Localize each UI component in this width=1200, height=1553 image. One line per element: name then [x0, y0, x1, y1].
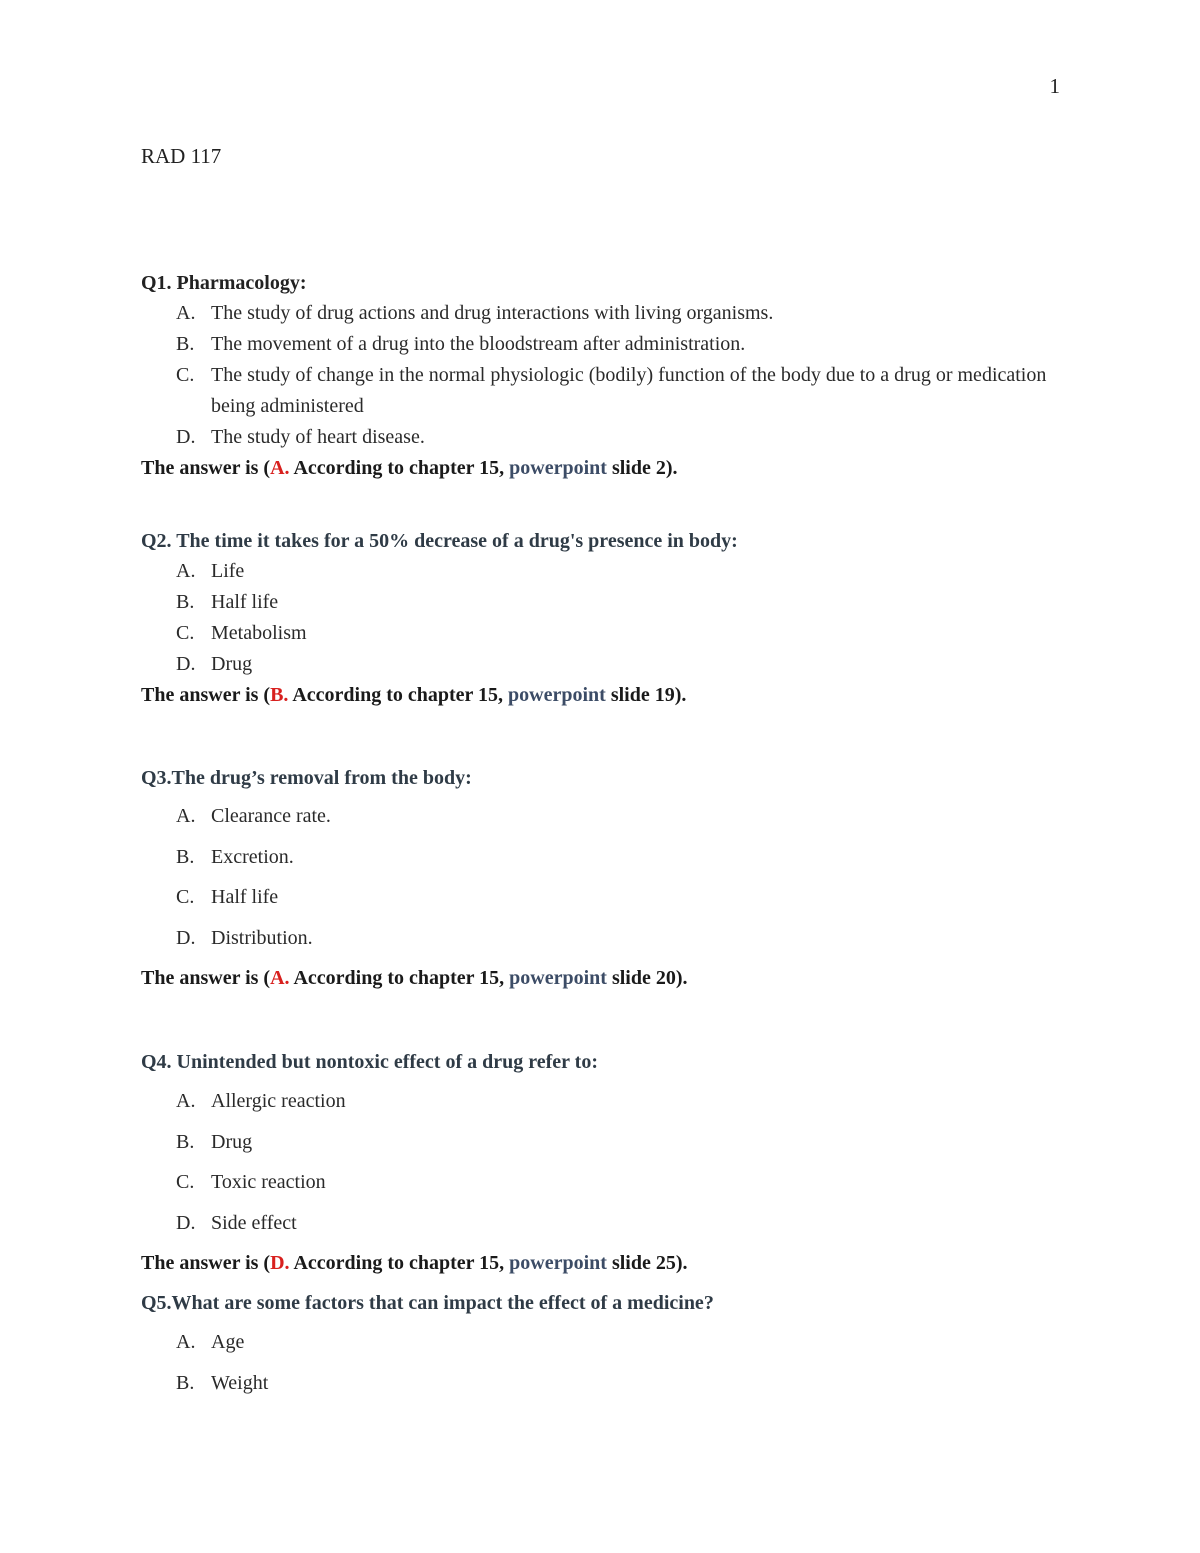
option-text: Toxic reaction [211, 1171, 326, 1193]
answer-line [141, 1248, 1071, 1278]
option-letter: A. [176, 560, 196, 582]
option-text: Allergic reaction [211, 1090, 346, 1112]
answer-prefix: The answer is ( [141, 684, 271, 706]
question-heading: Q2. The time it takes for a 50% decrease of a drug's presence in body: [141, 530, 738, 552]
option-text: Age [211, 1331, 245, 1353]
option-letter: B. [176, 333, 195, 355]
option-a [141, 556, 1071, 587]
option-a [141, 1086, 1071, 1117]
question-4 [141, 1047, 1071, 1408]
answer-powerpoint: powerpoint [509, 967, 607, 989]
option-c [141, 1167, 1071, 1198]
answer-suffix: slide 2). [606, 457, 678, 479]
option-letter: C. [176, 886, 195, 908]
answer-powerpoint: powerpoint [509, 457, 607, 479]
answer-middle: According to chapter 15, [289, 967, 510, 989]
answer-letter: D. [270, 1252, 290, 1274]
option-d [141, 649, 1071, 680]
option-list [141, 801, 1071, 954]
option-text: Half life [211, 591, 279, 613]
option-text: The study of change in the normal physiologic (bodily) function of the body due to a drug or medication being administered [211, 364, 1047, 417]
answer-letter: A. [270, 457, 290, 479]
option-text: Drug [211, 653, 253, 675]
option-letter: B. [176, 591, 195, 613]
option-list [141, 556, 1071, 680]
option-text: The study of heart disease. [211, 426, 425, 448]
option-b [141, 1127, 1071, 1158]
answer-middle: According to chapter 15, [288, 684, 509, 706]
option-c [141, 618, 1071, 649]
option-list [141, 1327, 1071, 1399]
option-c [141, 882, 1071, 913]
question-1 [141, 268, 1071, 483]
option-text: The study of drug actions and drug interactions with living organisms. [211, 302, 774, 324]
option-letter: A. [176, 1090, 196, 1112]
option-a [141, 1327, 1071, 1358]
option-letter: D. [176, 653, 196, 675]
option-text: Half life [211, 886, 279, 908]
answer-prefix: The answer is ( [141, 1252, 271, 1274]
question-3 [141, 763, 1071, 993]
option-a [141, 801, 1071, 832]
option-text: Drug [211, 1130, 253, 1153]
answer-suffix: slide 19). [605, 684, 687, 706]
answer-prefix: The answer is ( [141, 457, 271, 479]
answer-letter: B. [270, 684, 289, 706]
option-letter: D. [176, 426, 196, 448]
option-text: Life [211, 560, 245, 582]
answer-powerpoint: powerpoint [508, 684, 606, 706]
option-d [141, 923, 1071, 954]
option-text: Excretion. [211, 845, 294, 868]
option-c [141, 360, 1071, 422]
option-text: Distribution. [211, 926, 313, 949]
question-2 [141, 526, 1071, 710]
option-text: Clearance rate. [211, 805, 331, 827]
option-letter: A. [176, 302, 196, 324]
option-letter: D. [176, 1211, 196, 1234]
answer-prefix: The answer is ( [141, 967, 271, 989]
option-letter: C. [176, 364, 195, 386]
question-heading: Q3.The drug’s removal from the body: [141, 767, 472, 789]
option-d [141, 1208, 1071, 1239]
option-text: Side effect [211, 1211, 297, 1234]
option-letter: B. [176, 845, 195, 868]
answer-line [141, 680, 1071, 710]
answer-suffix: slide 25). [606, 1252, 688, 1274]
answer-suffix: slide 20). [606, 967, 688, 989]
option-list [141, 298, 1071, 453]
option-letter: D. [176, 926, 196, 949]
option-letter: B. [176, 1130, 195, 1153]
option-text: Weight [211, 1371, 269, 1394]
option-letter: A. [176, 805, 196, 827]
option-b [141, 587, 1071, 618]
question-5-heading: Q5.What are some factors that can impact the effect of a medicine? [141, 1292, 714, 1314]
answer-line [141, 453, 1071, 483]
option-letter: C. [176, 1171, 195, 1193]
option-b [141, 1368, 1071, 1399]
option-a [141, 298, 1071, 329]
option-text: Metabolism [211, 622, 307, 644]
option-b [141, 329, 1071, 360]
page-number: 1 [1049, 74, 1060, 98]
course-title: RAD 117 [141, 144, 222, 168]
answer-letter: A. [270, 967, 290, 989]
question-heading: Q1. Pharmacology: [141, 272, 307, 294]
option-d [141, 422, 1071, 453]
answer-powerpoint: powerpoint [509, 1252, 607, 1274]
question-heading: Q4. Unintended but nontoxic effect of a drug refer to: [141, 1051, 598, 1073]
option-letter: B. [176, 1371, 195, 1394]
option-letter: A. [176, 1331, 196, 1353]
option-list [141, 1086, 1071, 1239]
option-letter: C. [176, 622, 195, 644]
answer-middle: According to chapter 15, [289, 457, 510, 479]
option-b [141, 842, 1071, 873]
option-text: The movement of a drug into the bloodstream after administration. [211, 333, 746, 355]
answer-line [141, 963, 1071, 993]
answer-middle: According to chapter 15, [289, 1252, 510, 1274]
